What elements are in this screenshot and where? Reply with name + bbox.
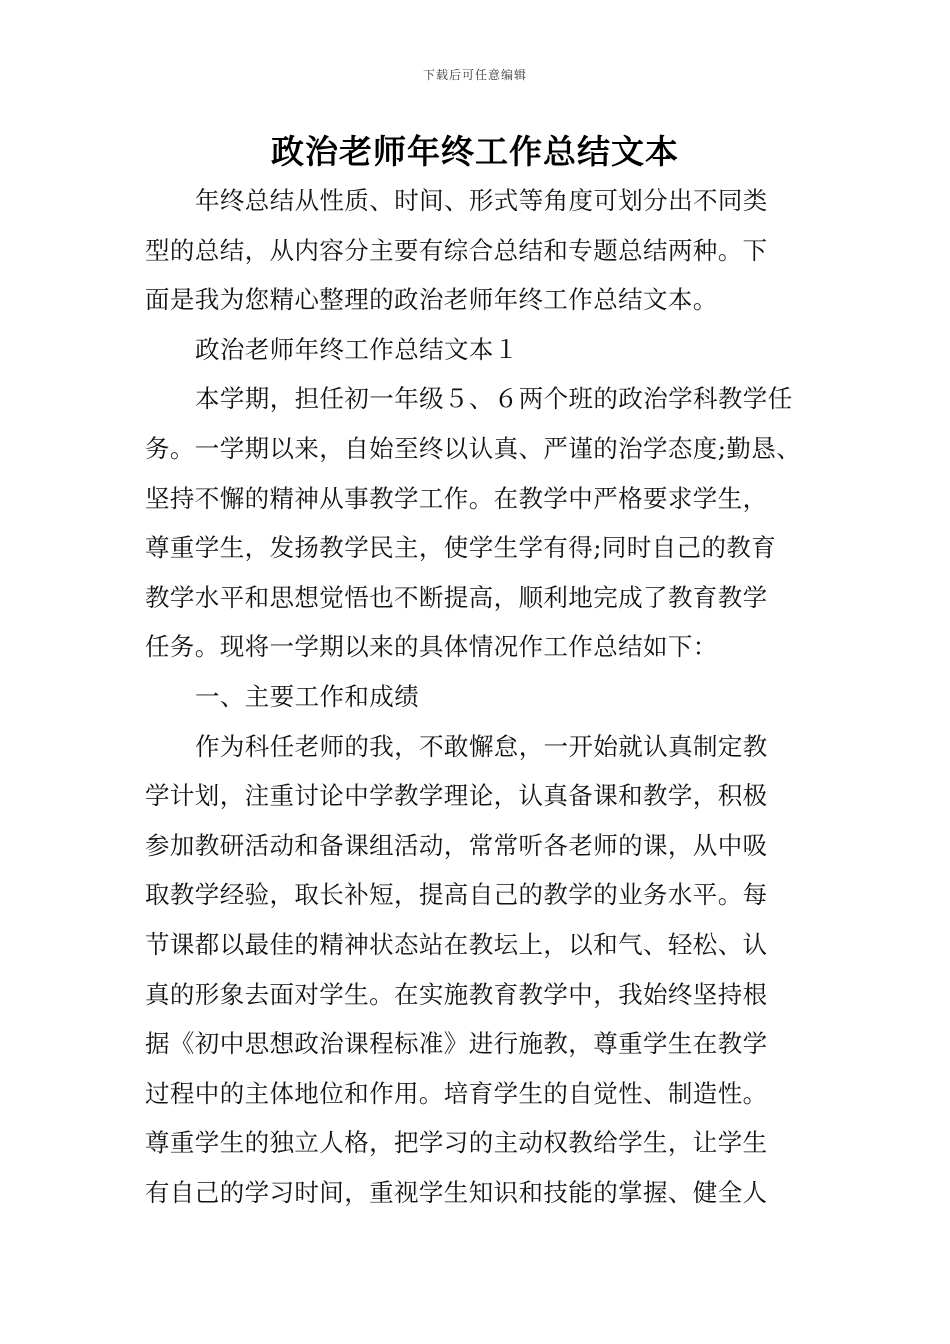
paragraph-line: 过程中的主体地位和作用。培育学生的自觉性、制造性。	[145, 1078, 768, 1108]
paragraph-line: 真的形象去面对学生。在实施教育教学中，我始终坚持根	[145, 979, 768, 1009]
paragraph-line: 本学期，担任初一年级５、６两个班的政治学科教学任	[195, 384, 793, 414]
paragraph-line: 型的总结，从内容分主要有综合总结和专题总结两种。下	[145, 235, 768, 265]
paragraph-line: 节课都以最佳的精神状态站在教坛上，以和气、轻松、认	[145, 929, 768, 959]
paragraph-line: 取教学经验，取长补短，提高自己的教学的业务水平。每	[145, 880, 768, 910]
section-heading: 一、主要工作和成绩	[195, 681, 420, 711]
paragraph-line: 据《初中思想政治课程标准》进行施教，尊重学生在教学	[145, 1029, 768, 1059]
paragraph-line: 学计划，注重讨论中学教学理论，认真备课和教学，积极	[145, 781, 768, 811]
document-body	[145, 176, 835, 1217]
paragraph-line: 年终总结从性质、时间、形式等角度可划分出不同类	[195, 186, 768, 215]
document-title: 政治老师年终工作总结文本	[271, 132, 679, 171]
paragraph-line: 任务。现将一学期以来的具体情况作工作总结如下：	[145, 632, 718, 662]
paragraph-line: 尊重学生的独立人格，把学习的主动权教给学生，让学生	[145, 1128, 768, 1158]
paragraph-line: 作为科任老师的我，不敢懈怠，一开始就认真制定教	[195, 731, 768, 761]
paragraph-line: 尊重学生，发扬教学民主，使学生学有得;同时自己的教育	[145, 533, 777, 563]
paragraph-line: 务。一学期以来，自始至终以认真、严谨的治学态度;勤恳、	[145, 433, 802, 463]
section-heading: 政治老师年终工作总结文本１	[195, 334, 519, 364]
paragraph-line: 教学水平和思想觉悟也不断提高，顺利地完成了教育教学	[145, 582, 768, 612]
paragraph-line: 面是我为您精心整理的政治老师年终工作总结文本。	[145, 285, 718, 315]
header-note: 下载后可任意编辑	[422, 68, 527, 82]
paragraph-line: 坚持不懈的精神从事教学工作。在教学中严格要求学生，	[145, 483, 768, 513]
paragraph-line: 有自己的学习时间，重视学生知识和技能的掌握、健全人	[145, 1177, 768, 1207]
paragraph-line: 参加教研活动和备课组活动，常常听各老师的课，从中吸	[145, 830, 768, 860]
